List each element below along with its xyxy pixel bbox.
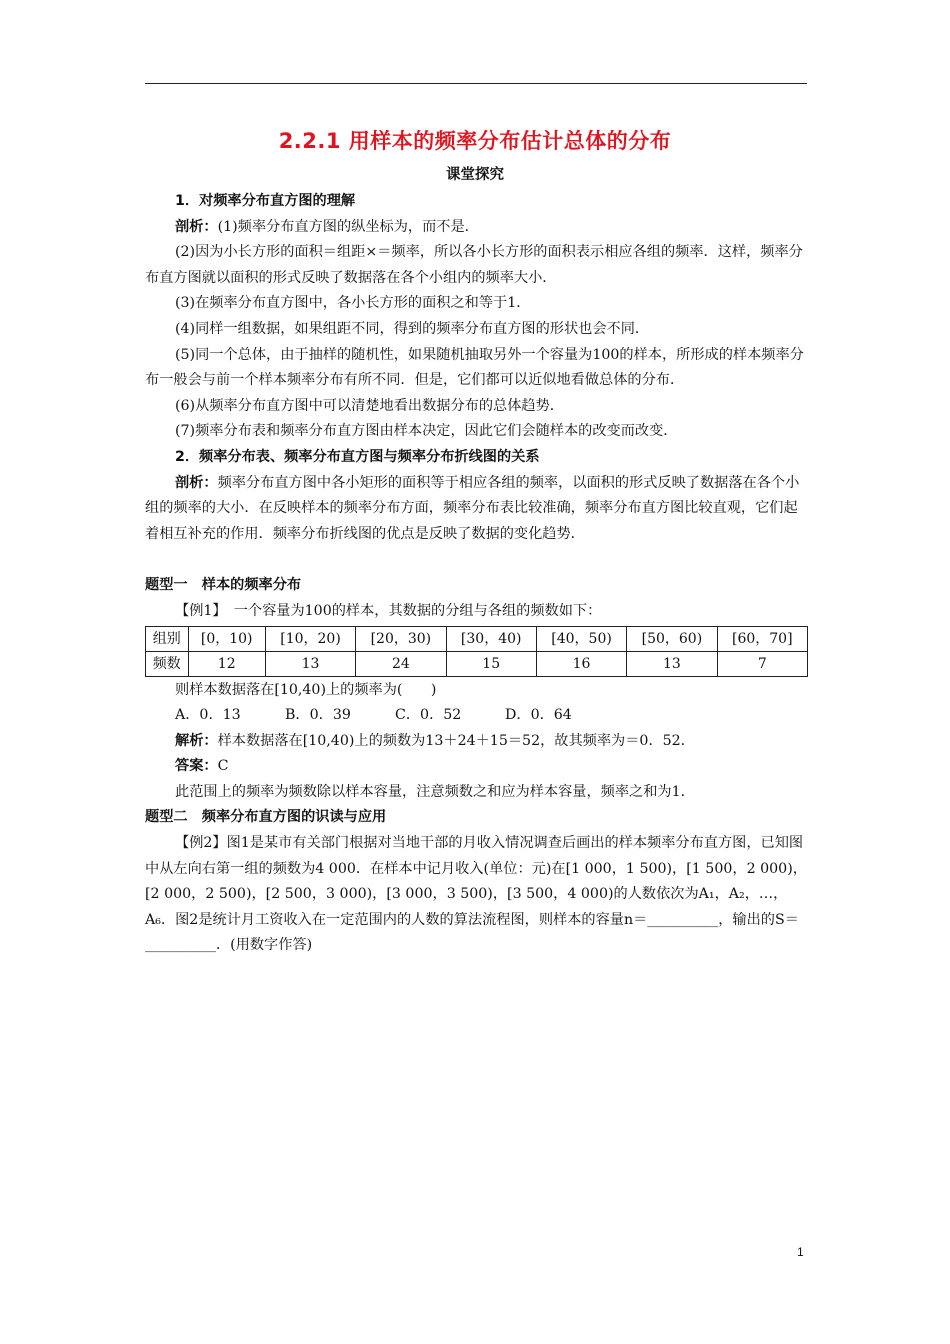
- section1-p2: (2)因为小长方形的面积＝组距×＝频率，所以各小长方形的面积表示相应各组的频率．这样，频率分布直方图就以面积的形式反映了数据落在各个小组内的频率大小．: [145, 244, 803, 286]
- analysis-label: 剖析：: [175, 218, 218, 235]
- option-d: D．0．64: [505, 707, 572, 724]
- table-cell: [40，50): [536, 626, 626, 651]
- example1-analysis: 解析：样本数据落在[10,40)上的频数为13＋24＋15＝52，故其频率为＝0．52．: [175, 732, 695, 749]
- table-row-groups: [146, 626, 808, 651]
- section1-p7: (7)频率分布表和频率分布直方图由样本决定，因此它们会随样本的改变而改变．: [175, 423, 678, 440]
- header-rule: [145, 83, 807, 84]
- table-cell: [10，20): [265, 626, 355, 651]
- table-cell: 24: [356, 651, 446, 676]
- section1-p6: (6)从频率分布直方图中可以清楚地看出数据分布的总体趋势．: [175, 397, 564, 414]
- table-row-counts: [146, 651, 808, 676]
- spacer: [145, 547, 808, 573]
- table-cell: [30，40): [446, 626, 536, 651]
- example1-answer: 答案：C: [175, 758, 229, 775]
- section2-text: 剖析：频率分布直方图中各小矩形的面积等于相应各组的频率，以面积的形式反映了数据落在各个小组的频率的大小．在反映样本的频率分布方面，频率分布表比较准确，频率分布直方图比较直观，它们起着相互补充的作用．频率分布折线图的优点是反映了数据的变化趋势．: [145, 474, 800, 542]
- section1-p5: (5)同一个总体，由于抽样的随机性，如果随机抽取另外一个容量为100的样本，所形成的样本频率分布一般会与前一个样本频率分布有所不同．但是，它们都可以近似地看做总体的分布．: [145, 346, 804, 389]
- type2-heading: 题型二 频率分布直方图的识读与应用: [145, 809, 387, 826]
- option-a: A．0．13: [175, 707, 241, 724]
- table-header-cell: 频数: [146, 651, 189, 676]
- example1-note: 此范围上的频率为频数除以样本容量，注意频数之和应为样本容量，频率之和为1．: [175, 783, 695, 800]
- table-cell: [60，70]: [717, 626, 807, 651]
- option-b: B．0．39: [285, 707, 351, 724]
- table-cell: [20，30): [356, 626, 446, 651]
- page-number: 1: [797, 1245, 804, 1259]
- option-c: C．0．52: [395, 707, 462, 724]
- table-cell: [0，10): [188, 626, 265, 651]
- example2-label: 【例2】: [175, 835, 227, 852]
- table-header-cell: 组别: [146, 626, 189, 651]
- page-subtitle: 课堂探究: [446, 167, 504, 183]
- section2-heading: 2．频率分布表、频率分布直方图与频率分布折线图的关系: [175, 448, 540, 465]
- table-cell: 16: [536, 651, 626, 676]
- table-cell: [50，60): [627, 626, 717, 651]
- table-cell: 12: [188, 651, 265, 676]
- solution-label: 解析：: [175, 732, 218, 749]
- example1-label: 【例1】: [175, 602, 220, 619]
- analysis-label: 剖析：: [175, 474, 218, 491]
- frequency-table: [145, 626, 808, 677]
- table-cell: 7: [717, 651, 807, 676]
- section1-p3: (3)在频率分布直方图中，各小长方形的面积之和等于1．: [175, 295, 531, 312]
- document-body: [145, 189, 808, 959]
- table-cell: 15: [446, 651, 536, 676]
- table-cell: 13: [265, 651, 355, 676]
- page-title: 2.2.1 用样本的频率分布估计总体的分布: [278, 129, 672, 153]
- example1-question: 则样本数据落在[10,40)上的频率为( ): [175, 681, 437, 698]
- section1-p1: 剖析：(1)频率分布直方图的纵坐标为，而不是．: [175, 218, 479, 235]
- example1-options: [145, 703, 808, 729]
- section1-p4: (4)同样一组数据，如果组距不同，得到的频率分布直方图的形状也会不同．: [175, 320, 650, 337]
- type1-heading: 题型一 样本的频率分布: [145, 577, 302, 594]
- section1-heading: 1．对频率分布直方图的理解: [175, 193, 356, 209]
- example1-intro: 【例1】 一个容量为100的样本，其数据的分组与各组的频数如下：: [175, 602, 602, 619]
- example2-text: 【例2】图1是某市有关部门根据对当地干部的月收入情况调查后画出的样本频率分布直方图，已知图中从左向右第一组的频数为4 000．在样本中记月收入(单位：元)在[1 000，1 500)，[1 500，2 000)，[2 000，2 500)，[2 500，3 000)，[3 000，3 500)，[3 500，4 000)的人数依次为A₁，A₂，…，A₆．图2是统计月工资收入在一定范围内的人数的算法流程图，则样本的容量n＝__________，输出的S＝__________．(用数字作答): [145, 835, 807, 954]
- answer-label: 答案：: [175, 758, 218, 775]
- table-cell: 13: [627, 651, 717, 676]
